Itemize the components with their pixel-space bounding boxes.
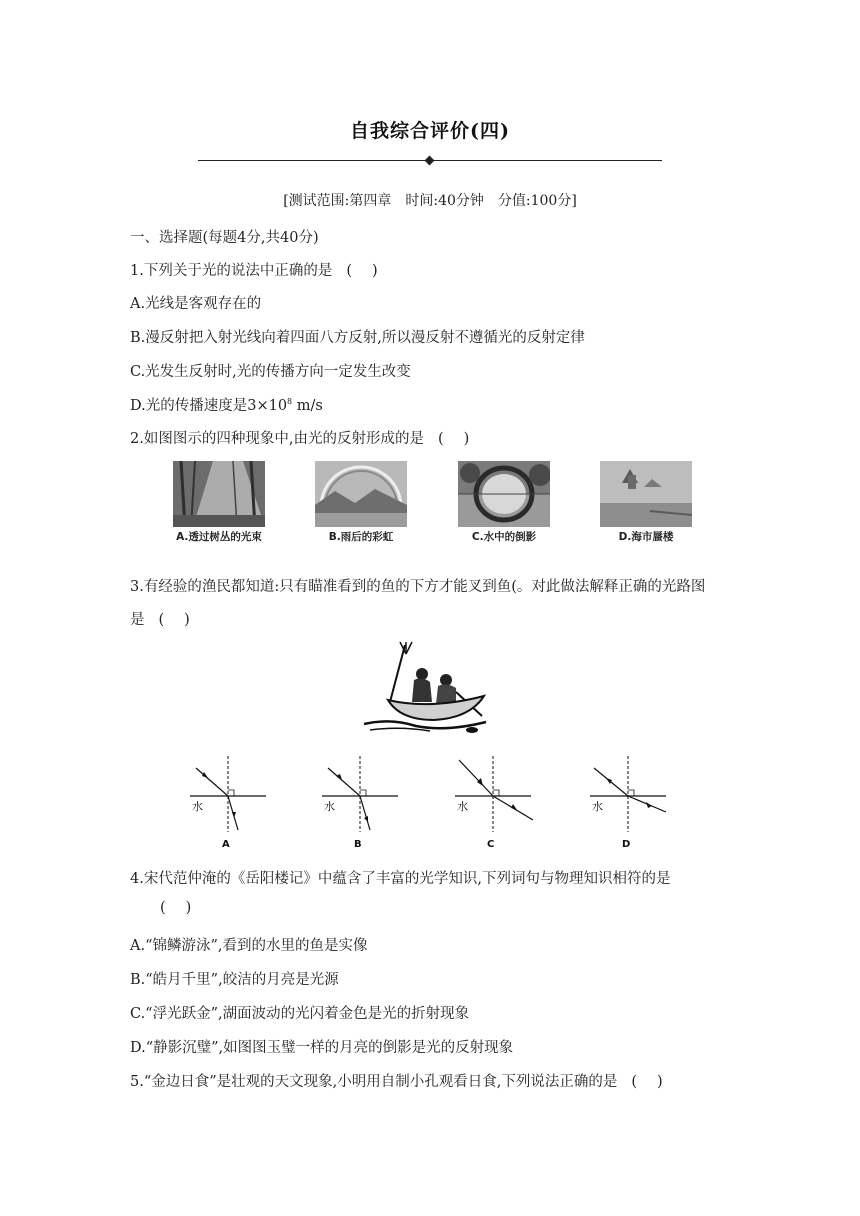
q3-stem-text: 是 [130, 612, 145, 628]
q4-option-a: A.“锦鳞游泳”,看到的水里的鱼是实像 [130, 938, 368, 954]
q4-answer-paren: () [160, 900, 212, 916]
diagram-label-b: B [354, 839, 362, 850]
page-title: 自我综合评价(四) [350, 120, 510, 142]
caption-d: D.海市蜃楼 [618, 531, 674, 543]
ray-diagram-c [455, 756, 535, 851]
ray-diagram-a [190, 756, 270, 851]
q1-stem-text: 1.下列关于光的说法中正确的是 [130, 263, 333, 279]
photo-water-reflection [458, 461, 550, 527]
q1-option-b: B.漫反射把入射光线向着四面八方反射,所以漫反射不遵循光的反射定律 [130, 330, 585, 346]
q1-d-text: D.光的传播速度是3×10 [130, 398, 288, 414]
q4-option-c: C.“浮光跃金”,湖面波动的光闪着金色是光的折射现象 [130, 1006, 470, 1022]
q2-stem-text: 2.如图图示的四种现象中,由光的反射形成的是 [130, 431, 424, 447]
q5-stem [130, 1070, 683, 1091]
q1-option-a: A.光线是客观存在的 [130, 296, 262, 312]
q4-option-d: D.“静影沉璧”,如图图玉璧一样的月亮的倒影是光的反射现象 [130, 1040, 514, 1056]
q3-stem-line1: 3.有经验的渔民都知道:只有瞄准看到的鱼的下方才能叉到鱼(。对此做法解释正确的光路图 [130, 579, 706, 595]
caption-a: A.透过树丛的光束 [176, 531, 262, 543]
water-label-b: 水 [324, 800, 335, 813]
ray-diagram-b [322, 756, 402, 851]
section-heading: 一、选择题(每题4分,共40分) [130, 230, 319, 246]
q4-option-b: B.“皓月千里”,皎洁的月亮是光源 [130, 972, 339, 988]
q1-option-c: C.光发生反射时,光的传播方向一定发生改变 [130, 364, 411, 380]
q1-answer-paren: () [346, 263, 398, 279]
ray-diagram-d [590, 756, 670, 851]
photo-mirage [600, 461, 692, 527]
q5-answer-paren: () [631, 1074, 683, 1090]
water-label-d: 水 [592, 800, 603, 813]
q1-stem [130, 259, 398, 280]
q1-d-exponent: 8 [287, 397, 293, 407]
fisherman-illustration [360, 640, 490, 735]
photo-rainbow [315, 461, 407, 527]
diagram-label-c: C [487, 839, 495, 850]
water-label-a: 水 [192, 800, 203, 813]
q1-option-d [130, 394, 323, 415]
caption-b: B.雨后的彩虹 [328, 531, 394, 543]
water-label-c: 水 [457, 800, 468, 813]
q2-answer-paren: () [437, 431, 490, 447]
test-meta: [测试范围:第四章 时间:40分钟 分值:100分] [283, 193, 577, 209]
q1-d-unit: m/s [292, 398, 323, 414]
q2-stem [130, 427, 489, 448]
caption-c: C.水中的倒影 [471, 531, 537, 543]
divider-diamond [425, 156, 435, 166]
photo-light-through-trees [173, 461, 265, 527]
q3-answer-paren: () [158, 612, 210, 628]
diagram-label-a: A [222, 839, 230, 850]
diagram-label-d: D [622, 839, 631, 850]
q3-stem-line2 [130, 608, 210, 629]
q5-stem-text: 5.“金边日食”是壮观的天文现象,小明用自制小孔观看日食,下列说法正确的是 [130, 1074, 618, 1090]
q4-stem: 4.宋代范仲淹的《岳阳楼记》中蕴含了丰富的光学知识,下列词句与物理知识相符的是 [130, 871, 671, 887]
